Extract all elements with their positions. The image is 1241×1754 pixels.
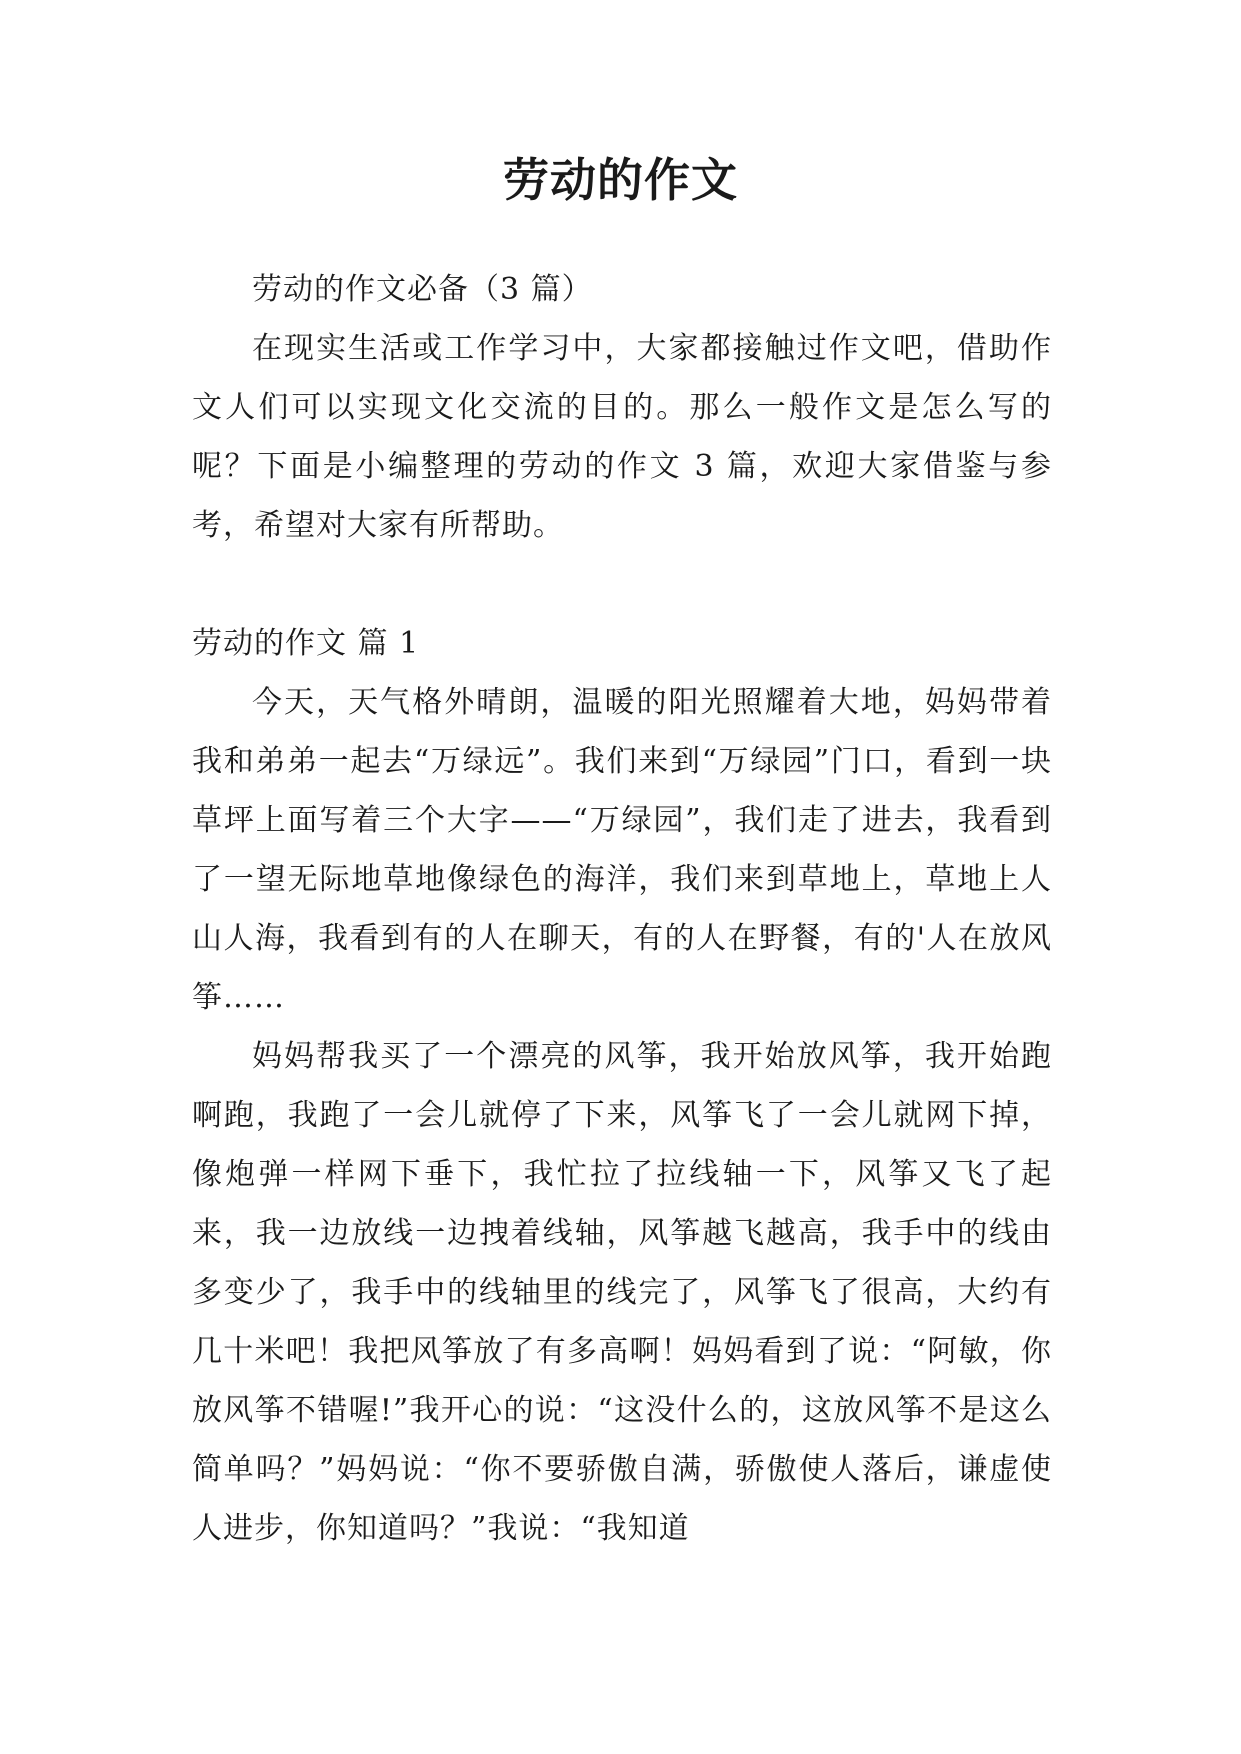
document-title: 劳动的作文 <box>503 153 738 207</box>
section-paragraph-2: 妈妈帮我买了一个漂亮的风筝，我开始放风筝，我开始跑啊跑，我跑了一会儿就停了下来，风筝飞了一会儿就网下掉，像炮弹一样网下垂下，我忙拉了拉线轴一下，风筝又飞了起来，我一边放线一边拽着线轴，风筝越飞越高，我手中的线由多变少了，我手中的线轴里的线完了，风筝飞了很高，大约有几十米吧！我把风筝放了有多高啊！妈妈看到了说：“阿敏，你放风筝不错喔!”我开心的说：“这没什么的，这放风筝不是这么简单吗？”妈妈说：“你不要骄傲自满，骄傲使人落后，谦虚使人进步，你知道吗？”我说：“我知道 <box>192 1039 1052 1546</box>
document-body <box>192 260 1052 1558</box>
intro-paragraph: 在现实生活或工作学习中，大家都接触过作文吧，借助作文人们可以实现文化交流的目的。那么一般作文是怎么写的呢？下面是小编整理的劳动的作文 3 篇，欢迎大家借鉴与参考，希望对大家有所帮助。 <box>192 331 1052 543</box>
section-paragraph-1: 今天，天气格外晴朗，温暖的阳光照耀着大地，妈妈带着我和弟弟一起去“万绿远”。我们来到“万绿园”门口，看到一块草坪上面写着三个大字——“万绿园”，我们走了进去，我看到了一望无际地草地像绿色的海洋，我们来到草地上，草地上人山人海，我看到有的人在聊天，有的人在野餐，有的'人在放风筝…… <box>192 685 1052 1015</box>
section-heading: 劳动的作文 篇 1 <box>192 626 420 661</box>
document-subtitle: 劳动的作文必备（3 篇） <box>252 272 593 307</box>
section-spacer <box>192 555 1052 614</box>
